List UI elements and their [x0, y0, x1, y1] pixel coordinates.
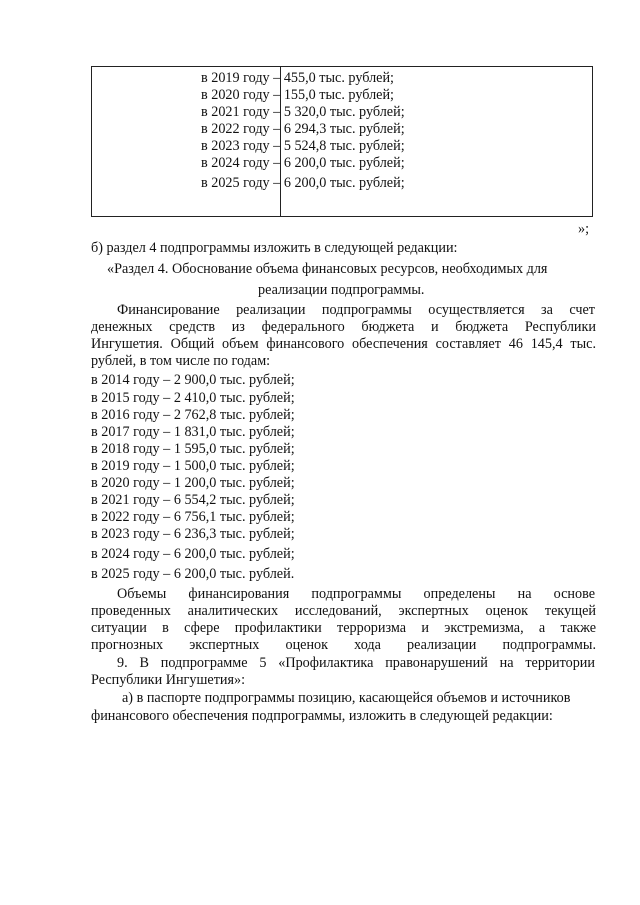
table-line: в 2023 году – 5 524,8 тыс. рублей;	[201, 138, 405, 154]
paragraph-line: Ингушетия. Общий объем финансового обеспечения составляет 46 145,4 тыс.	[91, 336, 596, 352]
year-line: в 2017 году – 1 831,0 тыс. рублей;	[91, 424, 295, 440]
year-line: в 2025 году – 6 200,0 тыс. рублей.	[91, 566, 295, 582]
table-line: в 2024 году – 6 200,0 тыс. рублей;	[201, 155, 405, 171]
year-line: в 2014 году – 2 900,0 тыс. рублей;	[91, 372, 295, 388]
paragraph-line: денежных средств из федерального бюджета и бюджета Республики	[91, 319, 596, 335]
paragraph-line: ситуации в сфере профилактики терроризма и экстремизма, а также	[91, 620, 596, 636]
table-line: в 2021 году – 5 320,0 тыс. рублей;	[201, 104, 405, 120]
paragraph-line: рублей, в том числе по годам:	[91, 353, 271, 369]
section-title-line-2: реализации подпрограммы.	[258, 282, 425, 298]
table-line: в 2022 году – 6 294,3 тыс. рублей;	[201, 121, 405, 137]
year-line: в 2023 году – 6 236,3 тыс. рублей;	[91, 526, 295, 542]
table-line: в 2020 году – 155,0 тыс. рублей;	[201, 87, 394, 103]
item-9-line: Республики Ингушетия»:	[91, 672, 246, 688]
paragraph-line: Финансирование реализации подпрограммы осуществляется за счет	[117, 302, 595, 318]
year-line: в 2024 году – 6 200,0 тыс. рублей;	[91, 546, 295, 562]
section-title-line-1: «Раздел 4. Обоснование объема финансовых ресурсов, необходимых для	[107, 261, 548, 277]
point-a-line: а) в паспорте подпрограммы позицию, касающейся объемов и источников	[122, 690, 571, 706]
year-line: в 2019 году – 1 500,0 тыс. рублей;	[91, 458, 295, 474]
year-line: в 2018 году – 1 595,0 тыс. рублей;	[91, 441, 295, 457]
paragraph-line: Объемы финансирования подпрограммы определены на основе	[117, 586, 595, 602]
closing-quote: »;	[578, 221, 590, 237]
paragraph-line: прогнозных экспертных оценок хода реализации подпрограммы.	[91, 637, 596, 653]
year-line: в 2021 году – 6 554,2 тыс. рублей;	[91, 492, 295, 508]
year-line: в 2016 году – 2 762,8 тыс. рублей;	[91, 407, 295, 423]
year-line: в 2020 году – 1 200,0 тыс. рублей;	[91, 475, 295, 491]
year-line: в 2022 году – 6 756,1 тыс. рублей;	[91, 509, 295, 525]
table-line: в 2019 году – 455,0 тыс. рублей;	[201, 70, 394, 86]
point-a-line: финансового обеспечения подпрограммы, изложить в следующей редакции:	[91, 708, 553, 724]
year-line: в 2015 году – 2 410,0 тыс. рублей;	[91, 390, 295, 406]
point-b: б) раздел 4 подпрограммы изложить в следующей редакции:	[91, 240, 458, 256]
table-line: в 2025 году – 6 200,0 тыс. рублей;	[201, 175, 405, 191]
paragraph-line: проведенных аналитических исследований, экспертных оценок текущей	[91, 603, 596, 619]
item-9-line: 9. В подпрограмме 5 «Профилактика правонарушений на территории	[117, 655, 595, 671]
